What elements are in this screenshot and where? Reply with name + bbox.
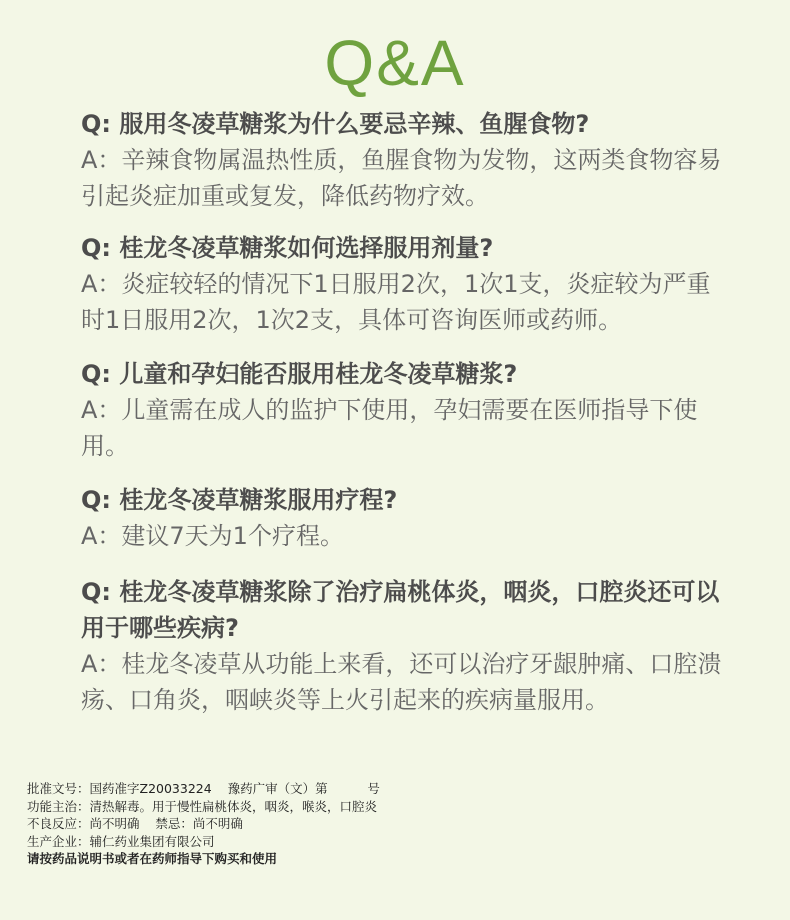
question: Q: 桂龙冬凌草糖浆服用疗程?: [81, 486, 398, 514]
question: Q: 儿童和孕妇能否服用桂龙冬凌草糖浆?: [81, 360, 518, 388]
page-title: Q&A: [324, 27, 466, 99]
qa-item-1: [81, 106, 731, 214]
answer: A：建议7天为1个疗程。: [81, 522, 344, 550]
answer: A：桂龙冬凌草从功能上来看，还可以治疗牙龈肿痛、口腔溃疡、口角炎，咽峡炎等上火引起来的疾病量服用。: [81, 650, 722, 714]
answer: A：儿童需在成人的监护下使用，孕妇需要在医师指导下使用。: [81, 396, 698, 460]
qa-item-4: [81, 482, 731, 554]
question: Q: 桂龙冬凌草糖浆除了治疗扁桃体炎，咽炎，口腔炎还可以用于哪些疾病?: [81, 578, 720, 642]
approval-number: 批准文号：国药准字Z20033224 豫药广审（文）第 号: [27, 781, 380, 796]
function-indication: 功能主治：清热解毒。用于慢性扁桃体炎，咽炎，喉炎，口腔炎: [27, 798, 378, 814]
regulatory-footer: [27, 780, 380, 868]
question: Q: 桂龙冬凌草糖浆如何选择服用剂量?: [81, 234, 494, 262]
manufacturer: 生产企业：辅仁药业集团有限公司: [27, 833, 215, 849]
question: Q: 服用冬凌草糖浆为什么要忌辛辣、鱼腥食物?: [81, 110, 590, 138]
answer: A：辛辣食物属温热性质，鱼腥食物为发物，这两类食物容易引起炎症加重或复发，降低药物疗效。: [81, 146, 722, 210]
qa-item-3: [81, 356, 731, 464]
qa-item-5: [81, 574, 731, 718]
adverse-reactions: 不良反应：尚不明确 禁忌：尚不明确: [27, 816, 243, 831]
purchase-notice: 请按药品说明书或者在药师指导下购买和使用: [27, 851, 278, 866]
answer: A：炎症较轻的情况下1日服用2次，1次1支，炎症较为严重时1日服用2次，1次2支，具体可咨询医师或药师。: [81, 270, 711, 334]
qa-item-2: [81, 230, 731, 338]
